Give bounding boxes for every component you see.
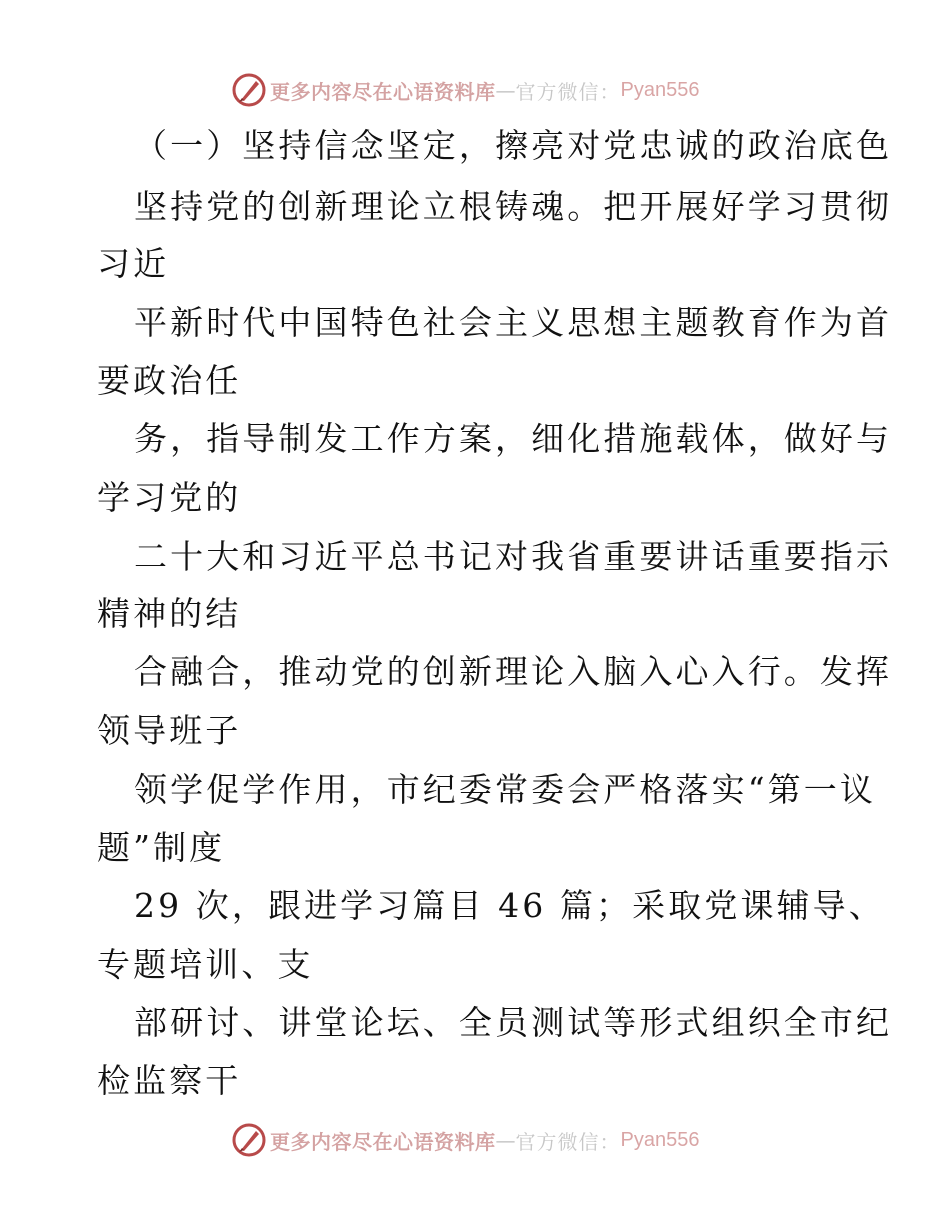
body-line: 务，指导制发工作方案，细化措施载体，做好与 [134, 419, 893, 458]
header-wechat-id: Pyan556 [620, 78, 700, 101]
body-line: 部研讨、讲堂论坛、全员测试等形式组织全市纪 [134, 1003, 893, 1042]
footer-wechat-label: 官方微信： [515, 1129, 621, 1154]
section-heading: （一）坚持信念坚定，擦亮对党忠诚的政治底色 [134, 126, 893, 165]
header-wechat-label: 官方微信： [515, 79, 621, 104]
footer-wechat-id: Pyan556 [620, 1128, 700, 1151]
footer-separator: — [495, 1128, 516, 1152]
body-line: 29 次，跟进学习篇目 46 篇；采取党课辅导、 [134, 886, 885, 925]
body-line: 领导班子 [97, 711, 242, 750]
body-line: 领学促学作用，市纪委常委会严格落实“第一议 [134, 770, 876, 809]
header-separator: — [495, 78, 516, 102]
body-line: 要政治任 [97, 361, 242, 400]
body-line: 学习党的 [97, 478, 242, 517]
body-line: 检监察干 [97, 1061, 242, 1100]
body-line: 精神的结 [97, 594, 242, 633]
header-banner [232, 72, 699, 108]
body-line: 平新时代中国特色社会主义思想主题教育作为首 [134, 303, 893, 342]
quill-pen-logo-icon [232, 1123, 266, 1157]
header-slogan: 更多内容尽在心语资料库 [270, 79, 496, 104]
body-line: 专题培训、支 [97, 945, 314, 984]
body-line: 习近 [97, 244, 170, 283]
footer-banner [232, 1122, 699, 1158]
body-line: 坚持党的创新理论立根铸魂。把开展好学习贯彻 [134, 187, 893, 226]
footer-slogan: 更多内容尽在心语资料库 [270, 1129, 496, 1154]
quill-pen-logo-icon [232, 73, 266, 107]
body-line: 题”制度 [97, 828, 226, 867]
body-line: 二十大和习近平总书记对我省重要讲话重要指示 [134, 537, 893, 576]
body-line: 合融合，推动党的创新理论入脑入心入行。发挥 [134, 652, 893, 691]
